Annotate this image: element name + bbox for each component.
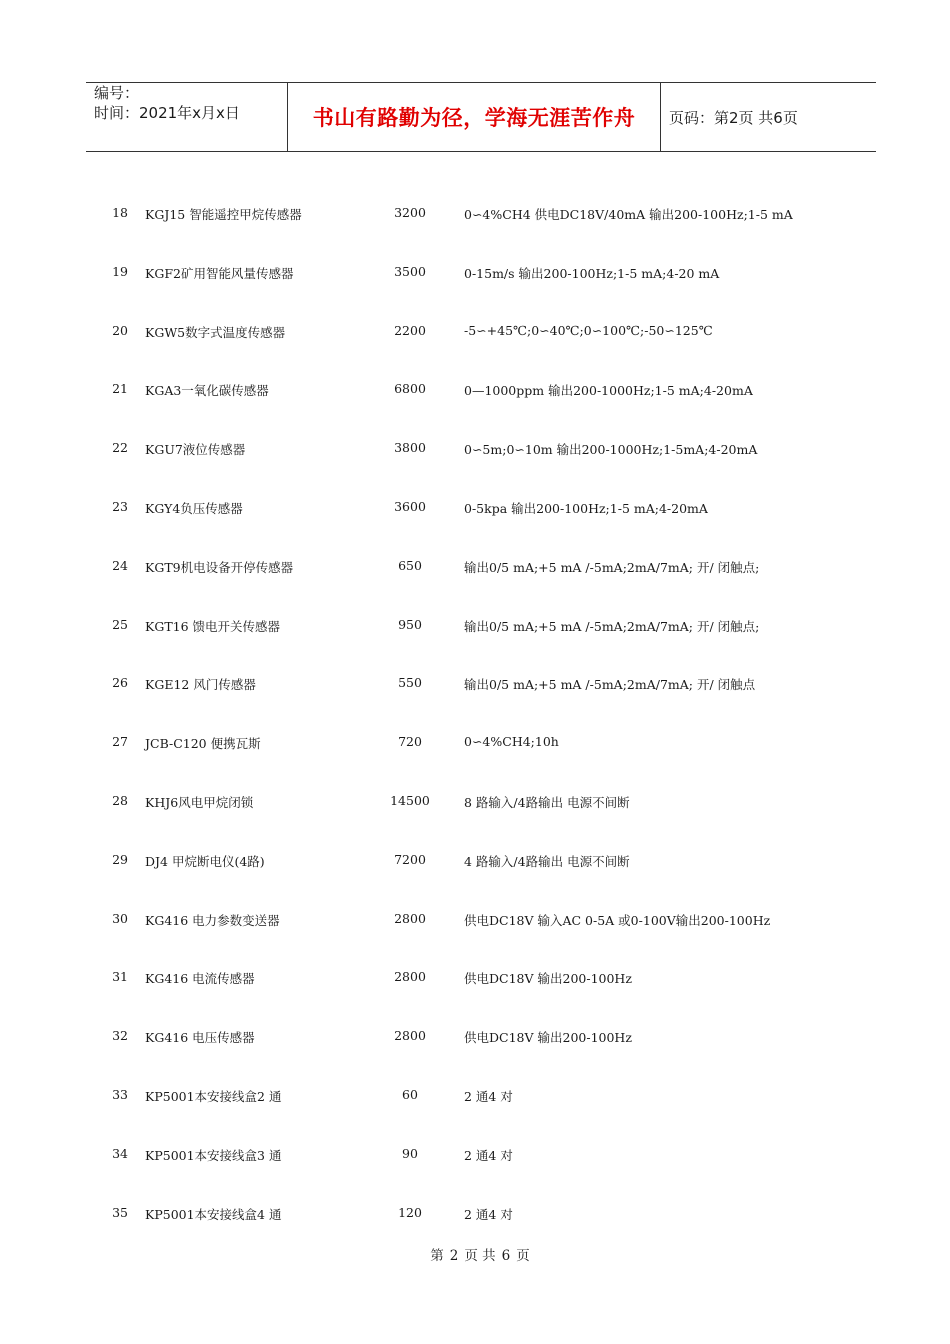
item-name: KGT9机电设备开停传感器 — [145, 559, 294, 575]
item-price: 3200 — [394, 205, 426, 220]
item-price: 14500 — [390, 792, 430, 808]
list-item — [0, 1022, 950, 1081]
item-name: KGE12 风门传感器 — [145, 677, 256, 693]
list-item — [0, 493, 950, 552]
footer-prefix: 第 — [430, 1248, 444, 1264]
item-name: KP5001本安接线盒2 通 — [145, 1088, 282, 1104]
item-price: 6800 — [394, 381, 426, 397]
item-price: 2200 — [394, 322, 426, 338]
item-spec: 2 通4 对 — [464, 1147, 513, 1163]
footer-page-number: 2 — [449, 1248, 459, 1264]
footer-total-pages: 6 — [501, 1248, 511, 1264]
item-spec: 0∽5m;0∽10m 输出200-1000Hz;1-5mA;4-20mA — [464, 442, 758, 458]
item-number: 19 — [112, 263, 128, 279]
header-motto: 书山有路勤为径，学海无涯苦作舟 — [312, 106, 636, 130]
item-name: KGA3一氧化碳传感器 — [145, 383, 269, 399]
item-spec: -5∽+45℃;0∽40℃;0∽100℃;-50∽125℃ — [464, 322, 713, 338]
item-number: 26 — [112, 675, 128, 691]
item-spec: 0-15m/s 输出200-100Hz;1-5 mA;4-20 mA — [464, 265, 720, 281]
list-item — [0, 846, 950, 905]
item-spec: 4 路输入/4路输出 电源不间断 — [464, 853, 630, 869]
item-number: 31 — [112, 969, 128, 985]
list-item — [0, 434, 950, 493]
item-name: KGU7液位传感器 — [145, 442, 246, 458]
item-number: 35 — [112, 1204, 128, 1220]
item-spec: 供电DC18V 输出200-100Hz — [464, 1030, 632, 1046]
item-number: 25 — [112, 616, 128, 632]
footer-suffix: 页 — [516, 1248, 530, 1264]
page-footer — [0, 1244, 950, 1264]
product-list — [0, 199, 950, 1257]
list-item — [0, 611, 950, 670]
item-name: JCB-C120 便携瓦斯 — [145, 736, 261, 752]
item-price: 60 — [402, 1086, 418, 1102]
list-item — [0, 905, 950, 964]
header-meta — [94, 83, 240, 123]
item-spec: 0—1000ppm 输出200-1000Hz;1-5 mA;4-20mA — [464, 383, 753, 399]
item-name: KHJ6风电甲烷闭锁 — [145, 794, 254, 810]
item-number: 18 — [112, 205, 128, 220]
item-number: 23 — [112, 498, 128, 514]
header-divider-right — [660, 83, 661, 151]
item-spec: 8 路输入/4路输出 电源不间断 — [464, 794, 630, 810]
header-page-info: 页码：第2页 共6页 — [669, 108, 798, 127]
item-price: 650 — [398, 557, 422, 573]
item-spec: 输出0/5 mA;+5 mA /-5mA;2mA/7mA; 开/ 闭触点 — [464, 677, 756, 693]
list-item — [0, 787, 950, 846]
item-spec: 输出0/5 mA;+5 mA /-5mA;2mA/7mA; 开/ 闭触点; — [464, 618, 760, 634]
list-item — [0, 258, 950, 317]
item-number: 27 — [112, 734, 128, 750]
item-number: 28 — [112, 792, 128, 808]
item-price: 3500 — [394, 263, 426, 279]
item-spec: 0-5kpa 输出200-100Hz;1-5 mA;4-20mA — [464, 500, 708, 516]
list-item — [0, 552, 950, 611]
item-name: KGF2矿用智能风量传感器 — [145, 265, 294, 281]
item-price: 2800 — [394, 969, 426, 985]
item-spec: 供电DC18V 输入AC 0-5A 或0-100V输出200-100Hz — [464, 912, 771, 928]
item-number: 21 — [112, 381, 128, 397]
item-spec: 供电DC18V 输出200-100Hz — [464, 971, 632, 987]
list-item — [0, 669, 950, 728]
item-spec: 输出0/5 mA;+5 mA /-5mA;2mA/7mA; 开/ 闭触点; — [464, 559, 760, 575]
item-price: 950 — [398, 616, 422, 632]
list-item — [0, 963, 950, 1022]
list-item — [0, 728, 950, 787]
list-item — [0, 1081, 950, 1140]
item-number: 20 — [112, 322, 128, 338]
item-name: KGY4负压传感器 — [145, 500, 243, 516]
item-number: 29 — [112, 851, 128, 867]
item-spec: 2 通4 对 — [464, 1206, 513, 1222]
item-price: 90 — [402, 1145, 418, 1161]
item-name: DJ4 甲烷断电仪(4路) — [145, 853, 265, 869]
footer-middle: 页 共 — [464, 1248, 496, 1264]
list-item — [0, 199, 950, 258]
item-name: KG416 电流传感器 — [145, 971, 255, 987]
item-price: 550 — [398, 675, 422, 691]
item-price: 3600 — [394, 498, 426, 514]
item-number: 24 — [112, 557, 128, 573]
list-item — [0, 317, 950, 376]
list-item — [0, 1140, 950, 1199]
item-spec: 0∽4%CH4 供电DC18V/40mA 输出200-100Hz;1-5 mA — [464, 207, 793, 222]
item-number: 22 — [112, 440, 128, 456]
item-name: KGT16 馈电开关传感器 — [145, 618, 281, 634]
item-spec: 0∽4%CH4;10h — [464, 734, 559, 750]
item-name: KGW5数字式温度传感器 — [145, 324, 286, 340]
item-name: KG416 电力参数变送器 — [145, 912, 280, 928]
item-name: KP5001本安接线盒4 通 — [145, 1206, 282, 1222]
item-price: 2800 — [394, 1028, 426, 1044]
item-price: 720 — [398, 734, 422, 750]
item-price: 2800 — [394, 910, 426, 926]
time-label: 时间：2021年x月x日 — [94, 104, 240, 122]
item-number: 30 — [112, 910, 128, 926]
item-number: 32 — [112, 1028, 128, 1044]
list-item — [0, 375, 950, 434]
item-price: 3800 — [394, 440, 426, 456]
item-price: 7200 — [394, 851, 426, 867]
item-name: KG416 电压传感器 — [145, 1030, 255, 1046]
number-label: 编号： — [94, 84, 140, 102]
item-spec: 2 通4 对 — [464, 1088, 513, 1104]
item-number: 33 — [112, 1086, 128, 1102]
item-name: KP5001本安接线盒3 通 — [145, 1147, 282, 1163]
item-name: KGJ15 智能遥控甲烷传感器 — [145, 207, 302, 222]
page-header — [86, 82, 876, 152]
item-number: 34 — [112, 1145, 128, 1161]
item-price: 120 — [398, 1204, 422, 1220]
